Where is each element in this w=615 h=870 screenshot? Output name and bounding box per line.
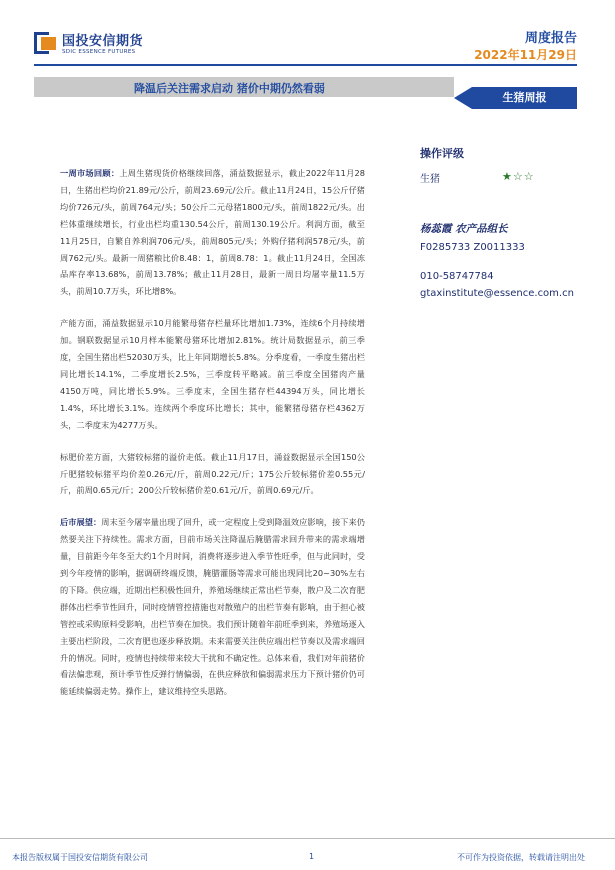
paragraph-price-spread: 标肥价差方面，大猪较标猪的溢价走低。截止11月17日，涌益数据显示全国150公斤肥猪较标猪平均价差0.26元/斤，前周0.22元/斤；175公斤较标猪价差0.55元/斤，前周0.65元/斤；200公斤较标猪价差0.61元/斤，前周0.69元/斤。 (60, 451, 365, 496)
header-divider (34, 64, 577, 66)
logo-name-en: SDIC ESSENCE FUTURES (62, 49, 136, 55)
rating-stars-icon: ★☆☆ (502, 170, 535, 183)
report-body (60, 165, 365, 715)
section-tag: 生猪周报 (472, 87, 577, 109)
rating-row (420, 170, 615, 185)
paragraph-text: 周末至今屠宰量出现了回升，或一定程度上受到降温效应影响，接下来仍然要关注下持续性。需求方面，目前市场关注降温后腌腊需求回升带来的需求端增量，目前距今年冬至大约1个月时间，消费将逐步进入季节性旺季，但与此同时，受到今年疫情的影响，据调研终端反馈，腌腊灌肠等需求可能出现同比20~30%左右的下降。供应端，近期出栏积极性回升，养殖场继续正常出栏节奏，散户及二次育肥群体出栏季节性回升，同时疫情管控措施也对散殖户的出栏节奏有影响，由于担心被管控或采购原料受影响，出栏节奏在加快。我们预计随着年前旺季到来，养殖场逐入主要出栏阶段，二次育肥也逐步释放期。未来需要关注供应端出栏节奏以及需求端回升的情况。同时，疫情也持续带来较大干扰和不确定性。总体来看，我们对年前猪价看法偏悲观，预计季节性反弹行情偏弱，在供应释放和偏弱需求压力下预计猪价仍可能延续偏弱走势。操作上，建议维持空头思路。 (60, 517, 365, 697)
paragraph-outlook (60, 514, 365, 700)
report-headline: 降温后关注需求启动 猪价中期仍然看弱 (134, 82, 325, 95)
paragraph-text: 上周生猪现货价格继续回落，涌益数据显示，截止2022年11月28日，生猪出栏均价21.89元/公斤，前周23.69元/公斤。截止11月24日，15公斤仔猪均价726元/头，前周764元/头；50公斤二元母猪1800元/头，前周1822元/头。出栏体重继续增长，行业出栏均重130.54公斤，前周130.19公斤。利润方面，截至11月25日，自繁自养利润706元/头，前周805元/头；外购仔猪利润578元/头，前周762元/头。最新一周猪粮比价8.48：1，前周8.78：1。截止11月24日，全国冻品库存率13.68%，前周13.78%；截止11月28日，最新一周日均屠宰量11.5万头，前周10.7万头，环比增8%。 (60, 168, 365, 297)
footer-divider (0, 838, 615, 839)
analyst-codes: F0285733 Z0011333 (420, 242, 525, 253)
section-tag-notch (454, 87, 472, 109)
paragraph-capacity: 产能方面，涌益数据显示10月能繁母猪存栏量环比增加1.73%，连续6个月持续增加。钢联数据显示10月样本能繁母猪环比增加2.81%。统计局数据显示，前三季度，全国生猪出栏52030万头，比上年同期增长5.8%。分季度看，一季度生猪出栏同比增长14.1%，二季度增长2.5%，三季度转平略减。前三季度全国猪肉产量4150万吨，同比增长5.9%。三季度末，全国生猪存栏44394万头，同比增长1.4%，环比增长3.1%。连续两个季度环比增长；其中，能繁猪母猪存栏4362万头，二季度末为4277万头。 (60, 318, 365, 430)
report-date: 2022年11月29日 (474, 48, 577, 62)
page-number: 1 (309, 852, 315, 861)
logo-name-cn: 国投安信期货 (62, 34, 144, 49)
analyst-email: gtaxinstitute@essence.com.cn (420, 288, 574, 299)
headline-banner (34, 75, 577, 104)
sidebar (420, 145, 615, 299)
analyst-name: 杨蕊霞 农产品组长 (420, 223, 508, 235)
footer-copyright: 本报告版权属于国投安信期货有限公司 (12, 853, 148, 862)
paragraph-label: 一周市场回顾： (60, 168, 120, 178)
rating-title: 操作评级 (420, 147, 464, 160)
analyst-phone: 010-58747784 (420, 271, 494, 282)
rating-item: 生猪 (420, 174, 440, 185)
report-type: 周度报告 (524, 31, 577, 46)
logo-mark-icon (34, 32, 56, 54)
company-logo (34, 30, 143, 55)
footer-disclaimer: 不可作为投资依据，转载请注明出处 (457, 853, 585, 862)
paragraph-label: 后市展望： (60, 517, 102, 528)
paragraph-weekly-review (60, 165, 365, 300)
